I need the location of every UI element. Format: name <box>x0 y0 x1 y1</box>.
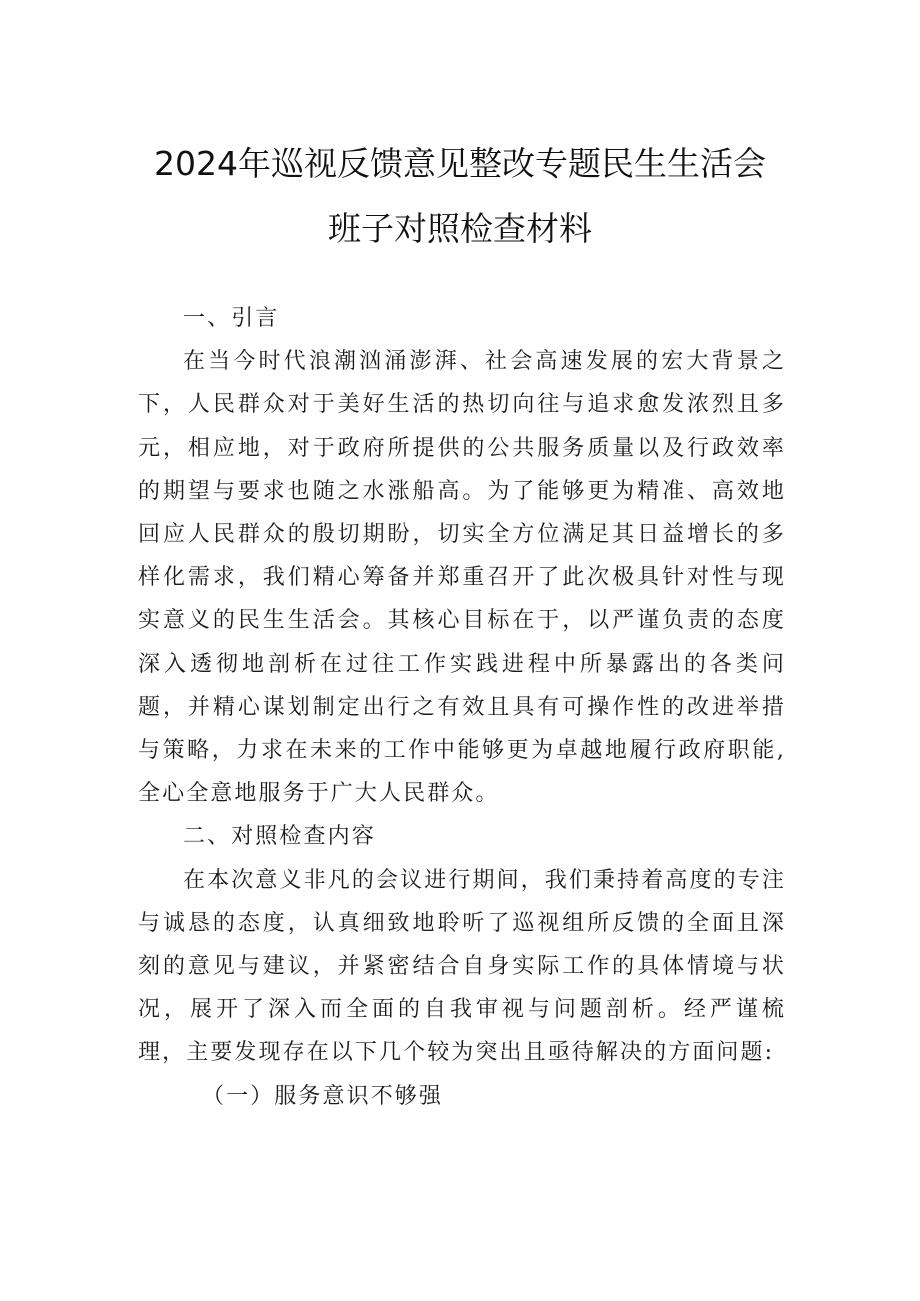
subsection-heading-service-awareness: （一）服务意识不够强 <box>202 1083 444 1109</box>
document-title-line2: 班子对照检查材料 <box>328 209 592 248</box>
document-title-line1: 2024年巡视反馈意见整改专题民生生活会 <box>154 144 766 183</box>
section-heading-introduction: 一、引言 <box>183 306 280 331</box>
document-body <box>138 297 786 1118</box>
section-paragraph-inspection-content: 在本次意义非凡的会议进行期间，我们秉持着高度的专注与诚恳的态度，认真细致地聆听了巡视组所反馈的全面且深刻的意见与建议，并紧密结合自身实际工作的具体情境与状况，展开了深入而全面的自我审视与问题剖析。经严谨梳理，主要发现存在以下几个较为突出且亟待解决的方面问题: <box>138 867 786 1066</box>
section-paragraph-introduction: 在当今时代浪潮汹涌澎湃、社会高速发展的宏大背景之下，人民群众对于美好生活的热切向往与追求愈发浓烈且多元，相应地，对于政府所提供的公共服务质量以及行政效率的期望与要求也随之水涨船高。为了能够更为精准、高效地回应人民群众的殷切期盼，切实全方位满足其日益增长的多样化需求，我们精心筹备并郑重召开了此次极具针对性与现实意义的民生生活会。其核心目标在于，以严谨负责的态度深入透彻地剖析在过往工作实践进程中所暴露出的各类问题，并精心谋划制定出行之有效且具有可操作性的改进举措与策略，力求在未来的工作中能够更为卓越地履行政府职能,全心全意地服务于广大人民群众。 <box>138 349 786 807</box>
section-heading-inspection-content: 二、对照检查内容 <box>183 824 376 850</box>
